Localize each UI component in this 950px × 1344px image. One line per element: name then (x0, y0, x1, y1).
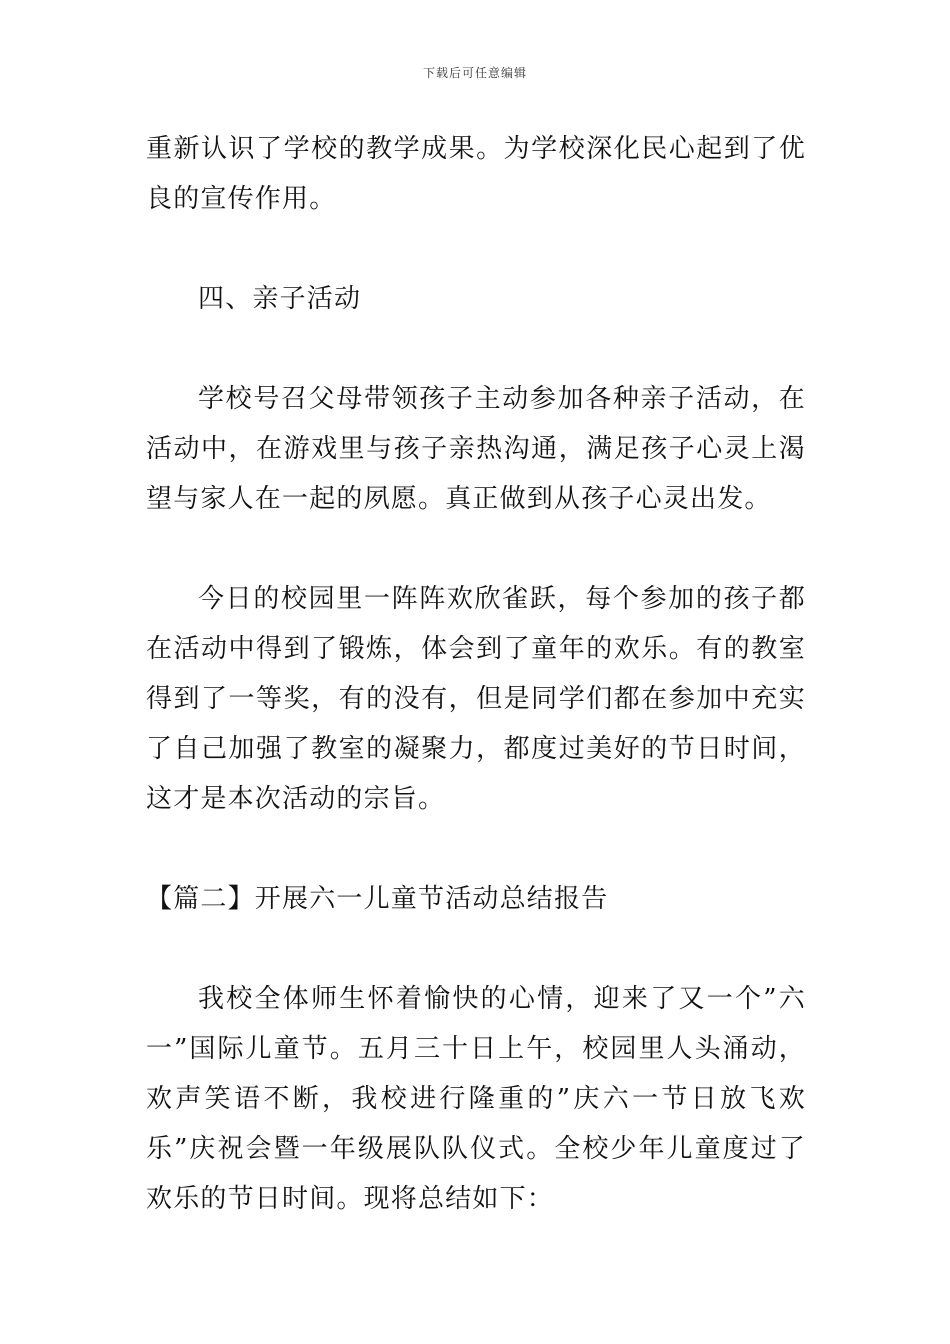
section-title-part-two: 【篇二】开展六一儿童节活动总结报告 (146, 884, 609, 914)
paragraph-childrens-day-celebration: 我校全体师生怀着愉快的心情，迎来了又一个”六一”国际儿童节。五月三十日上午，校园里人头涌动，欢声笑语不断，我校进行隆重的”庆六一节日放飞欢乐”庆祝会暨一年级展队队仪式。全校少年儿童度过了欢乐的节日时间。现将总结如下： (146, 984, 806, 1214)
section-heading-parent-child-activity: 四、亲子活动 (198, 284, 362, 314)
document-body (146, 124, 806, 1224)
header-note: 下载后可任意编辑 (422, 66, 527, 80)
paragraph-school-results: 重新认识了学校的教学成果。为学校深化民心起到了优良的宣传作用。 (146, 134, 806, 214)
paragraph-parent-child-activity: 学校号召父母带领孩子主动参加各种亲子活动，在活动中，在游戏里与孩子亲热沟通，满足孩子心灵上渴望与家人在一起的夙愿。真正做到从孩子心灵出发。 (146, 384, 806, 514)
paragraph-campus-joy: 今日的校园里一阵阵欢欣雀跃，每个参加的孩子都在活动中得到了锻炼，体会到了童年的欢乐。有的教室得到了一等奖，有的没有，但是同学们都在参加中充实了自己加强了教室的凝聚力，都度过美好的节日时间，这才是本次活动的宗旨。 (146, 584, 806, 814)
